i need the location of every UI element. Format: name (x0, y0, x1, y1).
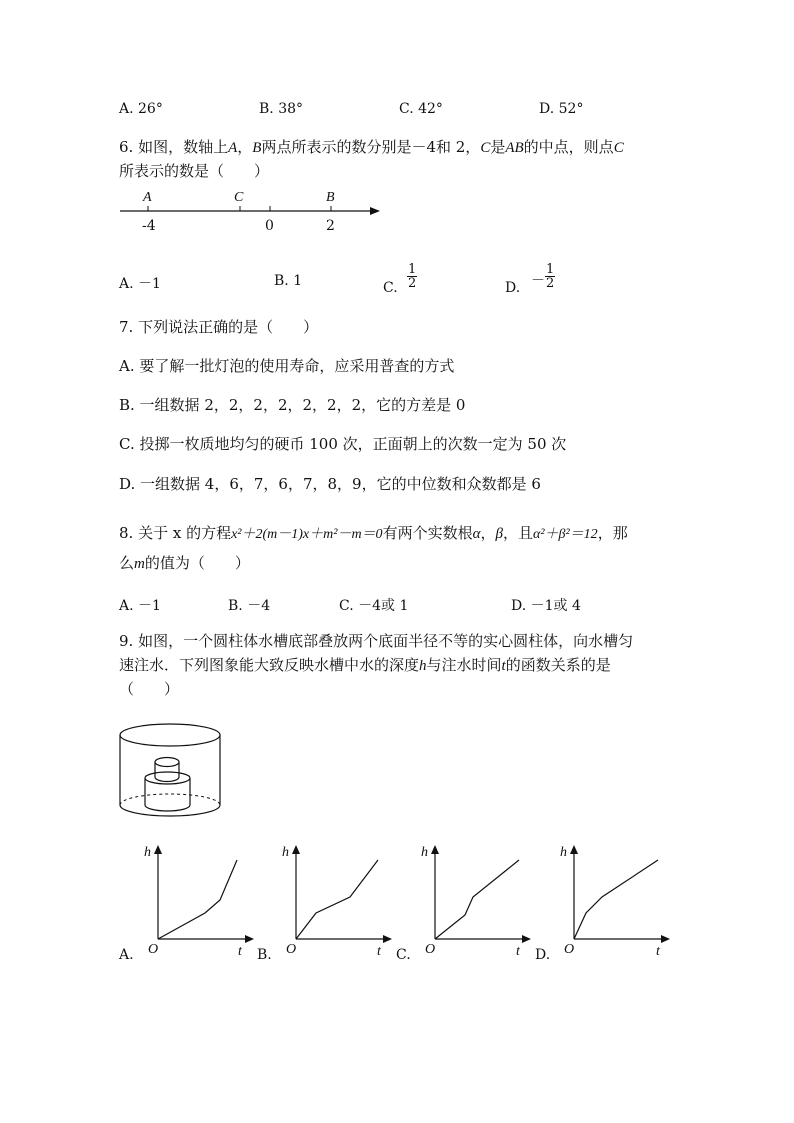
q8-option-b: B. －4 (228, 598, 271, 614)
graph-c-x-label: t (516, 944, 520, 959)
q8-stem-line1: 8. 关于 x 的方程x²＋2(m－1)x＋m²－m＝0有两个实数根α，β，且α²＋β²＝12，那 (119, 524, 628, 542)
q9-stem-line1: 9. 如图，一个圆柱体水槽底部叠放两个底面半径不等的实心圆柱体，向水槽匀 (119, 632, 634, 650)
q6-option-d-fraction: $\frac{1}{2}$ (546, 262, 555, 291)
q6-stem-line1: 6. 如图，数轴上A，B两点所表示的数分别是－4和 2，C是AB的中点，则点C (119, 138, 624, 156)
graph-b (288, 845, 393, 945)
numberline-tick-0: 0 (265, 218, 274, 234)
numberline-label-b: B (326, 190, 335, 205)
q8-option-d: D. －1或 4 (511, 598, 581, 614)
q8-option-a: A. －1 (119, 598, 161, 614)
numberline-tick-a: -4 (142, 218, 156, 234)
q5-option-a: A. 26° (119, 101, 163, 117)
q6-option-d-prefix: D. (505, 280, 521, 296)
q5-option-c: C. 42° (399, 101, 443, 117)
graph-c-origin: O (425, 942, 436, 957)
graph-a (150, 845, 255, 945)
q6-option-b: B. 1 (274, 273, 303, 289)
numberline-tick-b: 2 (326, 218, 335, 234)
graph-b-origin: O (286, 942, 297, 957)
q7-stem: 7. 下列说法正确的是（ ） (119, 318, 319, 336)
q5-option-d: D. 52° (539, 101, 584, 117)
graph-b-y-label: h (282, 845, 289, 860)
graph-a-x-label: t (238, 944, 242, 959)
q9-stem-line2: 速注水．下列图象能大致反映水槽中水的深度h与注水时间t的函数关系的是 (119, 656, 611, 674)
graph-c-y-label: h (421, 845, 428, 860)
graph-d-option: D. (535, 947, 551, 963)
q7-option-d: D. 一组数据 4，6，7，6，7，8，9，它的中位数和众数都是 6 (119, 475, 541, 493)
graph-d-x-label: t (656, 944, 660, 959)
q5-option-b: B. 38° (259, 101, 304, 117)
graph-c (427, 845, 532, 945)
q8-stem-line2: 么m的值为（ ） (119, 554, 250, 572)
q6-stem-line2: 所表示的数是（ ） (119, 162, 270, 180)
q6-option-c-fraction: $\frac{1}{2}$ (408, 262, 417, 291)
water-tank-figure (118, 722, 224, 820)
graph-d (566, 845, 671, 945)
numberline-label-c: C (234, 190, 244, 205)
graph-b-x-label: t (377, 944, 381, 959)
graph-a-y-label: h (144, 845, 151, 860)
graph-c-option: C. (396, 947, 411, 963)
q7-option-a: A. 要了解一批灯泡的使用寿命，应采用普查的方式 (119, 357, 455, 375)
q8-option-c: C. －4或 1 (339, 598, 409, 614)
q9-stem-line3: （ ） (119, 680, 180, 698)
graph-a-option: A. (119, 947, 134, 963)
graph-d-origin: O (564, 942, 575, 957)
q7-option-b: B. 一组数据 2，2，2，2，2，2，2，它的方差是 0 (119, 396, 466, 414)
graph-a-origin: O (148, 942, 159, 957)
number-line (118, 200, 384, 230)
q6-option-c-prefix: C. (383, 280, 398, 296)
numberline-label-a: A (143, 190, 152, 205)
graph-d-y-label: h (560, 845, 567, 860)
q7-option-c: C. 投掷一枚质地均匀的硬币 100 次，正面朝上的次数一定为 50 次 (119, 435, 567, 453)
q6-option-a: A. －1 (119, 276, 161, 292)
q6-option-d-sign: － (531, 273, 545, 289)
graph-b-option: B. (257, 947, 272, 963)
